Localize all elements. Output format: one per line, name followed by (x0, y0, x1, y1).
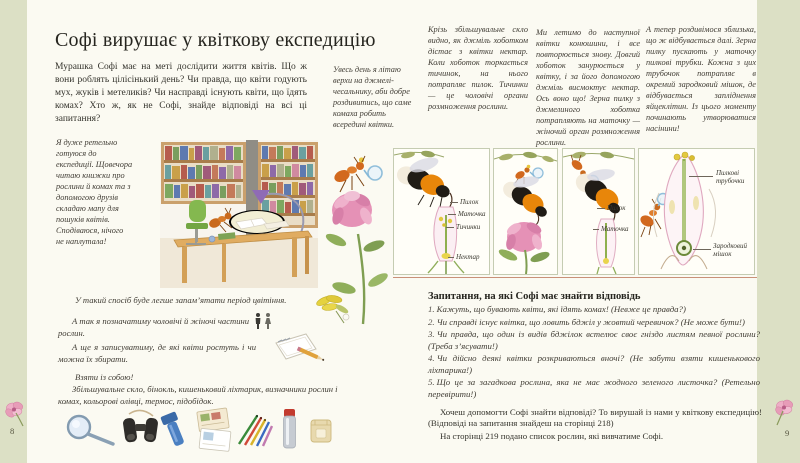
panel-bee-on-clover (493, 148, 558, 275)
panel-bee-flower-section (393, 148, 490, 275)
questions-header: Запитання, на які Софі має знайти відповідь (428, 291, 641, 302)
page-number-right: 9 (785, 428, 790, 438)
note-mark-parts: А так я позначатиму чоловічі й жіночі частини рослин. (58, 316, 250, 338)
panel-label-pollen: Пилок (607, 204, 626, 212)
panel-label-nectar: Нектар (456, 253, 480, 261)
male-female-figures-icon (252, 312, 274, 330)
corner-flower-icon (771, 398, 797, 426)
take-along-list: Збільшувальне скло, бінокль, кишеньковий ліхтарик, визначники рослин і комах, кольорові олівці, термос, підобідок. (58, 384, 338, 406)
flashlight-icon (159, 410, 189, 450)
panel-label-stamens: Тичинки (456, 223, 481, 231)
leader-line (448, 214, 456, 215)
right-margin-strip (757, 0, 800, 463)
note-record: А ще я записуватиму, де які квіти ростуть і чи можна їх збирати. (58, 342, 256, 364)
leader-line (693, 249, 711, 250)
page-footer (428, 407, 762, 444)
question-text: Чи дійсно деякі квітки розкриваються вночі? (Не забути взяти кишенькового ліхтарика!) (428, 353, 760, 375)
question-item (428, 353, 760, 376)
question-item (428, 377, 760, 400)
lunch-pack-icon (309, 416, 333, 444)
question-text: Чи справді існує квітка, що ловить бджіл у жовтий черевичок? (Не може бути!) (436, 316, 745, 327)
intro-paragraph: Мурашка Софі має на меті дослідити життя квітів. Що ж вони роблять цілісінький день? Чи правда, що квіти годують мух, жуків і метеликів? Чи насправді існують квіти, що їдять комах? Хто ж, як не Софі, знайде відповіді на всі ці запитання? (55, 62, 307, 124)
footer-invite: Хочеш допомогти Софі знайти відповіді? То вирушай із нами у квіткову експедицію! (Відповіді на запитання знайдеш на сторінці 218) (428, 407, 762, 428)
leader-line (689, 176, 713, 177)
panel-label-embryo-sac: Зародковий мішок (713, 242, 747, 258)
leader-line (597, 208, 605, 209)
take-along-title: Взяти із собою! (75, 372, 134, 382)
panel-label-pistil: Маточка (601, 225, 629, 233)
panel-label-pollen-tubes: Пилкові трубочки (716, 169, 745, 185)
yellow-flower-sprig-icon (312, 293, 352, 325)
panel-label-pollen: Пилок (460, 198, 479, 206)
left-margin-strip (0, 0, 27, 463)
thermos-icon (281, 409, 298, 449)
note-memorize: У такий спосіб буде легше запам’ятати період цвітіння. (75, 295, 287, 305)
leader-line (593, 229, 599, 230)
question-item (428, 304, 760, 316)
magnifier-icon (65, 414, 117, 448)
questions-list (428, 304, 760, 401)
note-prepare: Я дуже ретельно готуюся до експедиції. Щовечора читаю книжки про рослини й комах та з допомогою друзів складаю мапу для пошуків квітів. Сподіваюся, нічого не наплутала! (56, 138, 133, 246)
question-number: 1. (428, 304, 435, 314)
binoculars-icon (121, 408, 161, 448)
study-room-illustration (160, 140, 318, 288)
leader-line (446, 227, 454, 228)
notepad-pencil-icon (272, 331, 330, 369)
note-flying: Увесь день я літаю верхи на джмелі-чесальнику, аби добре роздивитись, що саме комаха робить всередині квітки. (333, 65, 412, 129)
question-item (428, 329, 760, 352)
question-text: Кажуть, що бувають квіти, які їдять комах! (Невже це правда?) (436, 304, 686, 314)
panel-label-pistil: Маточка (458, 210, 486, 218)
question-text: Що це за загадкова рослина, яка не має жодного зеленого листочка? (Ретельно перевірити!) (428, 377, 760, 399)
question-text: Чи правда, що один із видів бджілок встелює своє гніздо листям певної рослини? (Треба з’ясувати!) (428, 329, 760, 351)
strip-caption-2: Ми летимо до наступної квітки конюшини, і все повторюється знову. Довгий хоботок занурюється у квітку, і за його допомогою джміль висмоктує нектар. Ось воно що! Зерна пилку з джмелиного хоботка потрапляють на маточку — жіночий орган розмноження рослини. (536, 28, 640, 147)
page-title: Софі вирушає у квіткову експедицію (55, 29, 376, 51)
corner-flower-icon (2, 400, 28, 428)
strip-caption-1: Крізь збільшувальне скло видно, як джміль хоботком дістає з квітки нектар. Коли хоботок торкається тичинок, на нього потрапляє пилок. Тичинки — це чоловічі органи розмноження рослини. (428, 25, 528, 111)
panel-pollen-tube-diagram (638, 148, 755, 275)
question-item (428, 317, 760, 329)
panel-bee-pistil-section (562, 148, 635, 275)
colored-pencils-icon (235, 412, 273, 448)
question-number: 2. (428, 316, 435, 327)
strip-caption-3: А тепер роздивімося зблизька, що ж відбувається далі. Зерна пилку пускають у маточку пилкові трубки. Кожна з цих трубочок потрапляє в окремий зародковий мішок, де відбувається запліднення яйцеклітин. Із цього моменту починають утворюватися насінини! (646, 25, 756, 133)
question-number: 4. (428, 353, 435, 363)
footer-list-note: На сторінці 219 подано список рослин, які вивчатиме Софі. (440, 431, 664, 441)
question-number: 3. (428, 329, 435, 339)
divider-rule (393, 277, 757, 278)
leader-line (448, 257, 454, 258)
page-number-left: 8 (10, 426, 15, 436)
field-guides-icon (194, 404, 236, 454)
question-number: 5. (428, 377, 435, 387)
leader-line (450, 202, 458, 203)
